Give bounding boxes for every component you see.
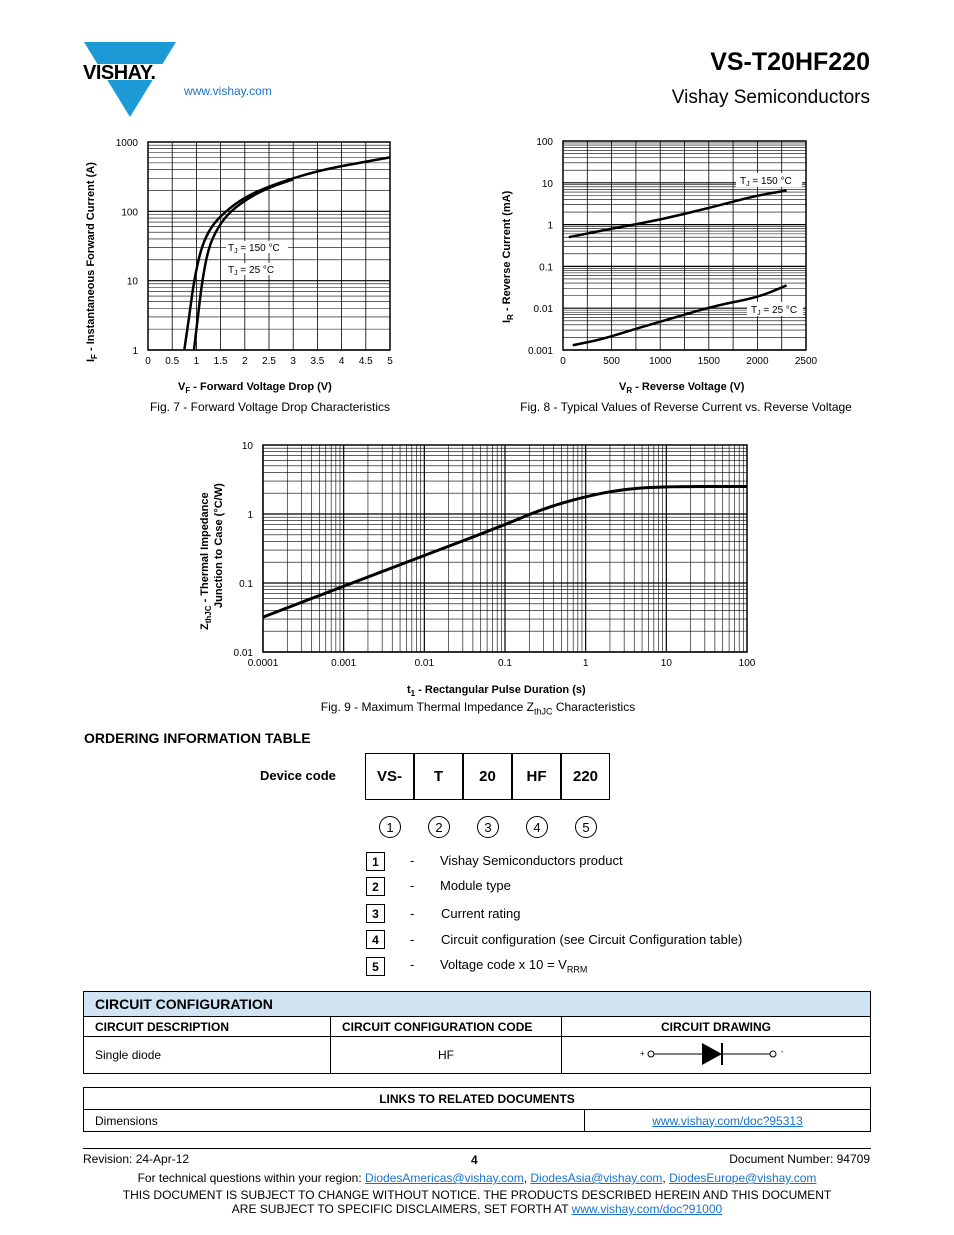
disclaimer-link[interactable]: www.vishay.com/doc?91000 [571,1202,723,1216]
x-tick-label: 4 [338,356,345,367]
y-tick-label: 0.001 [527,346,553,357]
x-tick-label: 2.5 [262,356,276,367]
x-tick-label: 0 [560,356,566,367]
legend-dash-2: - [410,878,415,893]
part-number-title: VS-T20HF220 [710,48,870,76]
x-tick-label: 0.0001 [247,658,279,669]
x-tick-label: 0.5 [165,356,180,367]
technical-contact-line: For technical questions within your region: DiodesAmericas@vishay.com, DiodesAsia@vishay.com, DiodesEurope@vishay.com [137,1171,817,1185]
legend-dash-1: - [410,853,415,868]
fig7-y-axis-label: $I_F$ - Instantaneous Forward Current (A) [85,162,99,362]
fig8-series-label-25: $T_J = 25$ °C [751,305,798,317]
y-tick-label: 1 [132,346,138,357]
legend-text-5: Voltage code x $10 = V_{RRM}$ [440,957,588,975]
fig8-series-150c [569,191,787,238]
fig9-x-axis-label: $t_1$ - Rectangular Pulse Duration (s) [407,684,586,698]
code-number-2: 2 [428,816,450,838]
y-tick-label: 10 [126,276,138,288]
code-box-1: VS- [365,753,414,800]
x-tick-label: 10 [660,658,672,669]
dimensions-link-cell [585,1110,871,1132]
y-tick-label: 1 [247,510,253,521]
y-tick-label: 100 [536,137,553,148]
circuit-configuration-table [83,991,871,1074]
legend-text-3: Current rating [441,906,521,921]
code-number-1: 1 [379,816,401,838]
y-tick-label: 1 [547,220,553,232]
company-name: Vishay Semiconductors [671,87,870,108]
col-circuit-drawing: CIRCUIT DRAWING [562,1017,871,1037]
dimensions-link[interactable]: www.vishay.com/doc?95313 [652,1113,803,1128]
code-number-4: 4 [526,816,548,838]
legend-number-2: 2 [366,877,385,896]
x-tick-label: 5 [387,356,393,367]
fig9-tick-labels [234,441,756,669]
y-tick-label: 100 [121,207,138,219]
x-tick-label: 4.5 [358,356,373,367]
x-tick-label: 1.5 [213,356,228,367]
legend-number-5: 5 [366,957,385,976]
legend-text-1: Vishay Semiconductors product [440,853,623,868]
fig8-x-axis-label: $V_R$ - Reverse Voltage (V) [619,381,745,395]
code-number-3: 3 [477,816,499,838]
website-link[interactable]: www.vishay.com [184,84,272,98]
col-circuit-description: CIRCUIT DESCRIPTION [84,1017,331,1037]
fig8-tick-labels [528,137,818,367]
circuit-code-cell: HF [331,1037,562,1074]
ordering-table-title: ORDERING INFORMATION TABLE [84,730,311,746]
code-box-4: HF [512,753,561,800]
code-number-5: 5 [575,816,597,838]
related-documents-table [83,1087,871,1132]
fig8-grid [563,141,806,350]
x-tick-label: 0 [145,356,151,367]
document-number: Document Number: 94709 [729,1152,870,1166]
email-americas-link[interactable]: DiodesAmericas@vishay.com [365,1171,524,1185]
code-box-2: T [414,753,463,800]
fig8-y-axis-label: $I_R$ - Reverse Current (mA) [501,190,515,323]
legend-dash-3: - [410,906,415,921]
y-tick-label: 10 [241,441,253,452]
y-tick-label: 10 [541,178,553,190]
fig9-y-axis-label-line2: Junction to Case (°C/W) [213,483,225,608]
col-circuit-code: CIRCUIT CONFIGURATION CODE [331,1017,562,1037]
fig8-series-label-150: $T_J = 150$ °C [740,176,792,188]
x-tick-label: 2500 [794,356,818,367]
x-tick-label: 3.5 [310,356,325,367]
disclaimer-line-2: ARE SUBJECT TO SPECIFIC DISCLAIMERS, SET FORTH AT www.vishay.com/doc?91000 [231,1202,723,1216]
code-box-3: 20 [463,753,512,800]
fig7-x-axis-label: $V_F$ - Forward Voltage Drop (V) [178,381,332,395]
fig9-grid [263,445,747,652]
fig7-series-150c [184,157,390,350]
legend-number-3: 3 [366,904,385,923]
x-tick-label: 1 [582,658,589,669]
legend-text-4: Circuit configuration (see Circuit Configuration table) [441,932,743,947]
page-number: 4 [471,1153,478,1167]
y-tick-label: 0.01 [533,304,553,316]
brand-name: VISHAY. [83,62,156,84]
fig7-series-label-150: $T_J = 150$ °C [228,243,280,255]
legend-number-4: 4 [366,930,385,949]
y-tick-label: 0.1 [539,262,553,274]
circuit-description-cell: Single diode [84,1037,331,1074]
x-tick-label: 1 [193,356,200,367]
x-tick-label: 2 [242,356,248,367]
email-asia-link[interactable]: DiodesAsia@vishay.com [530,1171,663,1185]
y-tick-label: 0.1 [239,579,253,590]
device-code-label: Device code [260,768,336,783]
fig7-series-label-25: $T_J = 25$ °C [228,265,275,277]
x-tick-label: 0.1 [498,658,512,669]
fig7-chart [80,128,410,395]
y-tick-label: 1000 [115,138,138,149]
x-tick-label: 100 [738,658,756,669]
links-table-title: LINKS TO RELATED DOCUMENTS [84,1088,871,1110]
diode-symbol-icon [636,1040,796,1070]
legend-number-1: 1 [366,852,385,871]
y-tick-label: 0.01 [233,648,253,659]
x-tick-label: 3 [290,356,296,367]
fig9-caption: Fig. 9 - Maximum Thermal Impedance $Z_{thJC}$ Characteristics [320,700,636,717]
fig9-chart [190,432,770,697]
code-box-5: 220 [561,753,610,800]
diode-minus-sign: - [781,1047,784,1056]
legend-dash-4: - [410,932,415,947]
disclaimer-line-1: THIS DOCUMENT IS SUBJECT TO CHANGE WITHOUT NOTICE. THE PRODUCTS DESCRIBED HEREIN AND THIS DOCUMENT [122,1188,832,1202]
circuit-table-title: CIRCUIT CONFIGURATION [84,992,871,1017]
footer-divider [83,1148,871,1149]
legend-dash-5: - [410,957,415,972]
fig9-y-axis-label: $Z_{thJC}$ - Thermal Impedance [199,492,213,630]
x-tick-label: 1000 [649,356,672,367]
legend-text-2: Module type [440,878,511,893]
x-tick-label: 2000 [746,356,769,367]
diode-plus-sign: + [640,1049,645,1058]
revision-date: Revision: 24-Apr-12 [83,1152,190,1166]
email-europe-link[interactable]: DiodesEurope@vishay.com [669,1171,817,1185]
dimensions-label: Dimensions [84,1110,585,1132]
x-tick-label: 0.001 [331,658,357,669]
x-tick-label: 0.01 [414,658,435,669]
fig8-caption: Fig. 8 - Typical Values of Reverse Current vs. Reverse Voltage [520,400,852,414]
fig8-chart [490,128,830,395]
circuit-drawing-cell [562,1037,871,1074]
x-tick-label: 1500 [697,356,720,367]
fig7-caption: Fig. 7 - Forward Voltage Drop Characteristics [149,400,391,414]
x-tick-label: 500 [603,356,620,367]
